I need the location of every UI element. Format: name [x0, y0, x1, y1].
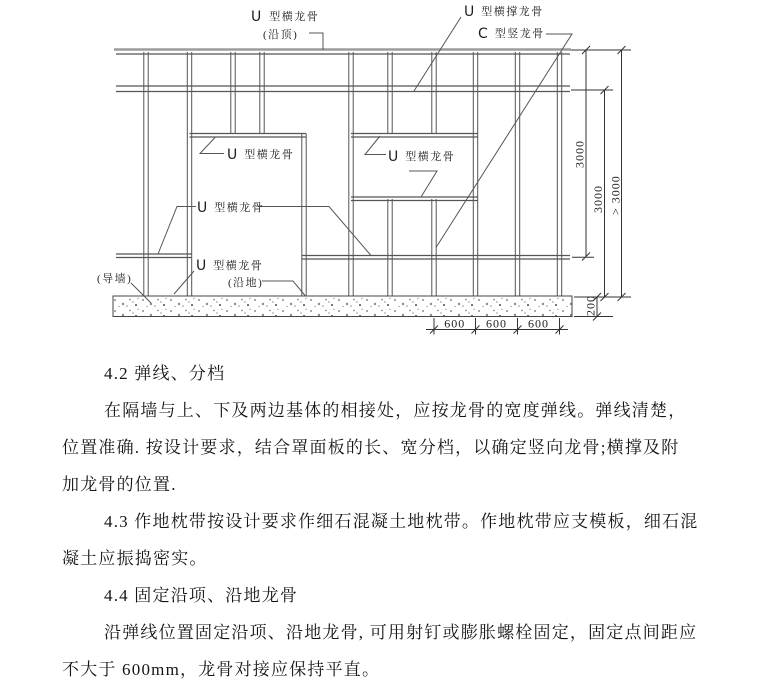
section-heading-4-2: 4.2 弹线、分档 [104, 364, 226, 383]
ceiling-line [114, 50, 571, 55]
label-top-brace: U 型横撑龙骨 [464, 4, 544, 20]
body-text [62, 355, 710, 688]
dim-total-height: > 3000 [608, 175, 623, 215]
label-top-runner: U 型横龙骨 [251, 9, 320, 25]
floor-slab [113, 296, 572, 317]
dim-600-1: 600 [444, 316, 466, 331]
paragraph-line: 沿弹线位置固定沿项、沿地龙骨, 可用射钉或膨胀螺栓固定，固定点间距应 [104, 623, 698, 642]
paragraph-line: 位置准确. 按设计要求，结合罩面板的长、宽分档，以确定竖向龙骨;横撑及附 [62, 438, 680, 457]
dim-600-2: 600 [486, 316, 507, 331]
label-top-runner-sub: (沿顶) [263, 29, 299, 41]
paragraph-line: 不大于 600mm，龙骨对接应保持平直。 [62, 660, 381, 679]
section-heading-4-4: 4.4 固定沿项、沿地龙骨 [104, 586, 299, 605]
dim-3000-lower: 3000 [591, 185, 605, 213]
paragraph-line: 加龙骨的位置. [62, 475, 177, 494]
label-floor-runner: U 型横龙骨 [196, 258, 264, 274]
dim-3000-upper: 3000 [572, 140, 587, 168]
label-floor-runner-sub: (沿地) [228, 277, 264, 289]
label-window-header: U 型横龙骨 [388, 149, 456, 165]
dim-600-3: 600 [528, 316, 549, 331]
dim-slab-200: 200 [583, 295, 598, 316]
label-c-stud: C 型竖龙骨 [478, 26, 545, 42]
label-guide-wall: (导墙) [97, 273, 133, 285]
label-door-header: U 型横龙骨 [227, 147, 295, 163]
section-heading-4-3: 4.3 作地枕带按设计要求作细石混凝土地枕带。作地枕带应支模板，细石混 [104, 512, 699, 531]
label-mid-brace: U 型横龙骨 [197, 200, 265, 216]
paragraph-line: 在隔墙与上、下及两边基体的相接处，应按龙骨的宽度弹线。弹线清楚， [104, 401, 687, 420]
horizontal-runners [116, 86, 570, 259]
paragraph-line: 凝土应振捣密实。 [62, 549, 208, 568]
